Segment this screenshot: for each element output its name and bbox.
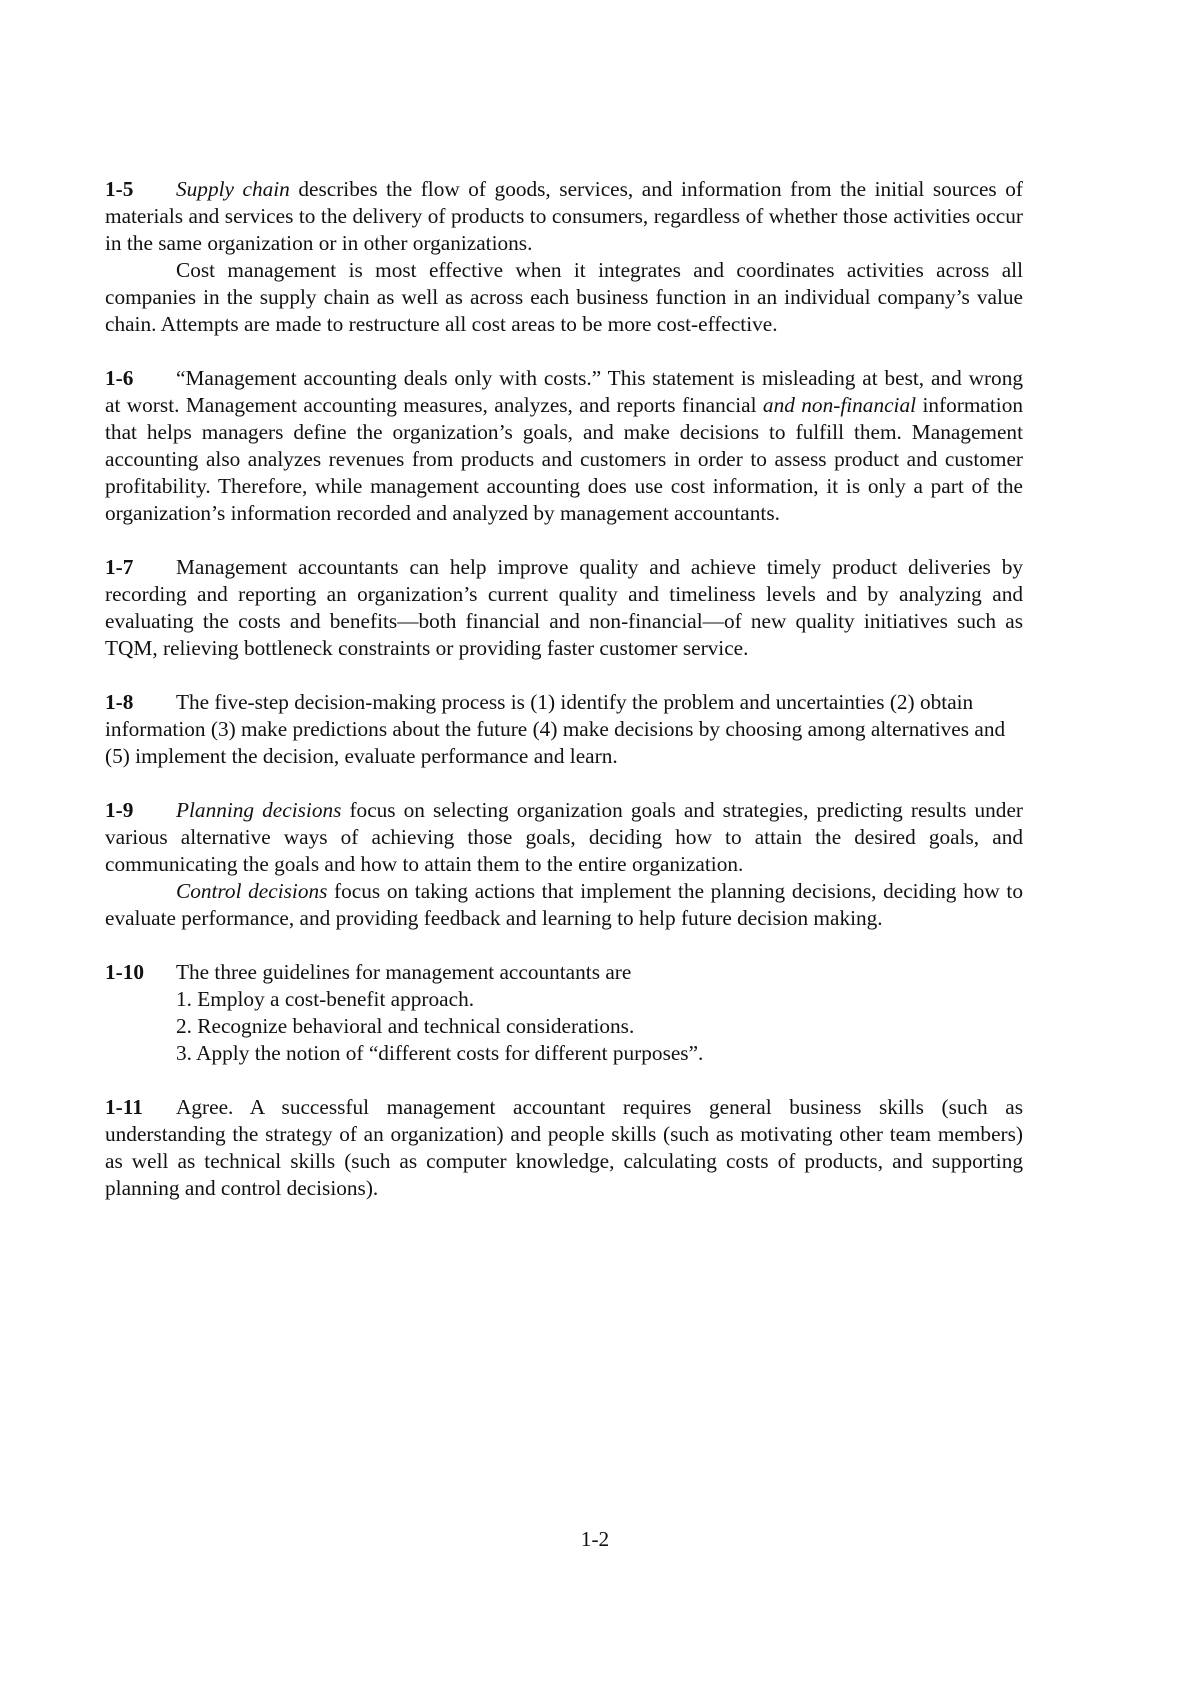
answer-1-11-paragraph (105, 1094, 1023, 1202)
emphasis-non-financial: and non-financial (762, 393, 917, 417)
list-item: 2. Recognize behavioral and technical considerations. (176, 1014, 635, 1038)
answer-1-6-paragraph (105, 365, 1023, 527)
question-number: 1-7 (105, 555, 134, 579)
term-supply-chain: Supply chain (176, 177, 290, 201)
answer-text: focus on taking actions that implement the planning decisions, deciding how to evaluate performance, and providing feedback and learning to help future decision making. (105, 879, 1023, 930)
answer-1-11 (105, 1094, 1023, 1202)
answer-1-5 (105, 176, 1023, 338)
question-number: 1-10 (105, 960, 145, 984)
list-item: 1. Employ a cost-benefit approach. (176, 987, 475, 1011)
question-number: 1-6 (105, 366, 134, 390)
answer-1-6 (105, 365, 1023, 527)
answer-1-5-paragraph-1 (105, 176, 1023, 257)
answer-text: Agree. A successful management accountant requires general business skills (such as understanding the strategy of an organization) and people skills (such as motivating other team members) as well as technical skills (such as computer knowledge, calculating costs of products, and supporting planning and control decisions). (105, 1095, 1023, 1200)
answer-1-8 (105, 689, 1023, 770)
term-planning-decisions: Planning decisions (176, 798, 342, 822)
question-number: 1-8 (105, 690, 134, 714)
question-number: 1-11 (105, 1095, 143, 1119)
answer-1-5-paragraph-2: Cost management is most effective when it integrates and coordinates activities across all companies in the supply chain as well as across each business function in an individual company’s value chain. Attempts are made to restructure all cost areas to be more cost-effective. (105, 258, 1023, 336)
answer-text-continued: information that helps managers define the organization’s goals, and make decisions to fulfill them. Management accounting also analyzes revenues from products and customers in order to assess product and customer profitability. Therefore, while management accounting does use cost information, it is only a part of the organization’s information recorded and analyzed by management accountants. (105, 393, 1023, 525)
answer-1-7 (105, 554, 1023, 662)
answer-1-10 (105, 959, 1023, 1067)
answer-1-10-intro (105, 959, 1023, 986)
question-number: 1-5 (105, 177, 134, 201)
answer-1-9 (105, 797, 1023, 932)
answer-text: The three guidelines for management accountants are (176, 960, 632, 984)
guidelines-list (105, 986, 1023, 1067)
answer-text: Management accountants can help improve quality and achieve timely product deliveries by recording and reporting an organization’s current quality and timeliness levels and by analyzing and evaluating the costs and benefits—both financial and non-financial—of new quality initiatives such as TQM, relieving bottleneck constraints or providing faster customer service. (105, 555, 1023, 660)
list-item: 3. Apply the notion of “different costs for different purposes”. (176, 1041, 704, 1065)
answers-section (105, 176, 1023, 1229)
answer-1-9-paragraph-1 (105, 797, 1023, 878)
answer-1-7-paragraph (105, 554, 1023, 662)
answer-text: focus on selecting organization goals and strategies, predicting results under various alternative ways of achieving those goals, deciding how to attain the desired goals, and communicating the goals and how to attain them to the entire organization. (105, 798, 1024, 876)
page-number: 1-2 (580, 1527, 610, 1551)
answer-text: describes the flow of goods, services, and information from the initial sources of materials and services to the delivery of products to consumers, regardless of whether those activities occur in the same organization or in other organizations. (105, 177, 1023, 255)
answer-1-9-paragraph-2 (105, 878, 1023, 932)
question-number: 1-9 (105, 798, 134, 822)
answer-text: The five-step decision-making process is (1) identify the problem and uncertainties (2) obtain information (3) make predictions about the future (4) make decisions by choosing among alternatives and (5) implement the decision, evaluate performance and learn. (105, 690, 1006, 768)
answer-text: “Management accounting deals only with costs.” This statement is misleading at best, and wrong at worst. Management accounting measures, analyzes, and reports financial (105, 366, 1023, 417)
answer-1-8-paragraph (105, 689, 1023, 770)
term-control-decisions: Control decisions (176, 879, 328, 903)
